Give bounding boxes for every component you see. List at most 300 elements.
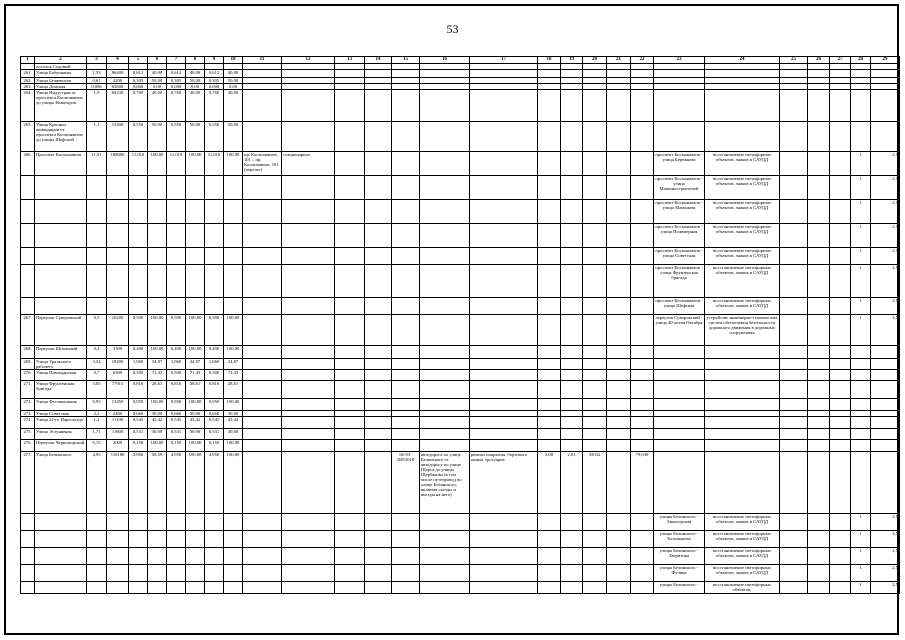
table-cell — [243, 224, 282, 248]
table-cell: восстановление светофорных объектов, — [705, 582, 780, 594]
table-cell — [631, 399, 654, 411]
table-cell — [129, 200, 148, 224]
table-cell: 2,5 — [871, 176, 900, 200]
table-cell: 1 — [851, 565, 871, 582]
table-cell — [87, 224, 107, 248]
table-cell — [561, 122, 583, 152]
table-cell — [205, 298, 224, 315]
table-cell: 2,5 — [871, 514, 900, 531]
table-cell — [335, 565, 365, 582]
table-cell — [205, 582, 224, 594]
table-cell — [780, 200, 808, 224]
table-cell — [470, 359, 538, 370]
table-cell — [335, 440, 365, 452]
table-cell: 11,010 — [167, 152, 186, 176]
table-cell — [21, 582, 35, 594]
table-cell — [365, 531, 392, 548]
table-cell: 35032 — [583, 452, 607, 514]
table-cell — [851, 417, 871, 429]
table-cell — [21, 248, 35, 265]
table-cell — [243, 248, 282, 265]
table-cell — [808, 565, 830, 582]
table-cell — [365, 381, 392, 399]
table-cell — [607, 452, 631, 514]
table-cell — [607, 346, 631, 359]
table-cell — [420, 514, 470, 531]
table-cell: 264. — [21, 90, 35, 122]
table-cell — [420, 548, 470, 565]
table-cell — [871, 399, 900, 411]
table-cell — [21, 514, 35, 531]
table-cell — [470, 440, 538, 452]
table-cell — [470, 70, 538, 78]
table-cell — [851, 452, 871, 514]
table-cell — [470, 248, 538, 265]
table-cell — [780, 224, 808, 248]
table-cell — [830, 265, 851, 298]
table-cell — [607, 429, 631, 440]
table-cell — [243, 200, 282, 224]
table-cell — [607, 122, 631, 152]
table-cell — [705, 70, 780, 78]
table-cell: 0,400 — [205, 346, 224, 359]
table-cell — [830, 452, 851, 514]
table-cell — [583, 200, 607, 224]
table-cell — [282, 346, 335, 359]
header-cell: 18 — [538, 57, 561, 64]
table-cell: 71,43 — [224, 370, 243, 381]
table-cell: 4,95 — [87, 452, 107, 514]
table-cell: 71,43 — [148, 370, 167, 381]
table-cell — [282, 70, 335, 78]
table-cell: 0,305 — [129, 78, 148, 84]
table-cell — [538, 440, 561, 452]
table-cell — [35, 514, 87, 531]
table-cell — [780, 565, 808, 582]
table-cell — [780, 315, 808, 346]
table-cell — [607, 90, 631, 122]
table-cell — [654, 440, 705, 452]
table-cell: стационарное — [282, 152, 335, 176]
table-cell: 4200 — [107, 78, 129, 84]
table-cell — [470, 122, 538, 152]
table-cell — [780, 548, 808, 565]
table-cell — [392, 224, 420, 248]
table-cell — [282, 514, 335, 531]
table-cell — [808, 70, 830, 78]
table-cell — [282, 248, 335, 265]
table-cell: 1,53 — [87, 70, 107, 78]
table-cell — [365, 298, 392, 315]
table-cell — [282, 370, 335, 381]
table-cell: 1 — [851, 582, 871, 594]
table-cell — [129, 565, 148, 582]
table-cell — [87, 565, 107, 582]
table-cell — [631, 346, 654, 359]
table-cell: 4,950 — [205, 452, 224, 514]
table-cell — [35, 200, 87, 224]
table-cell — [851, 399, 871, 411]
table-cell — [243, 452, 282, 514]
table-cell — [561, 346, 583, 359]
table-cell — [392, 531, 420, 548]
table-cell — [808, 265, 830, 298]
header-row — [21, 57, 900, 64]
table-cell — [583, 565, 607, 582]
table-cell — [420, 399, 470, 411]
table-cell — [583, 152, 607, 176]
table-cell — [392, 429, 420, 440]
table-cell — [282, 417, 335, 429]
table-cell — [107, 514, 129, 531]
table-cell — [654, 90, 705, 122]
table-cell: 34,87 — [148, 359, 167, 370]
table-cell: 30,00 — [186, 411, 205, 417]
table-cell — [243, 582, 282, 594]
table-cell — [871, 417, 900, 429]
table-cell — [148, 248, 167, 265]
table-cell — [830, 298, 851, 315]
table-cell — [420, 122, 470, 152]
table-cell — [830, 152, 851, 176]
table-cell — [224, 176, 243, 200]
table-cell — [243, 370, 282, 381]
table-cell — [470, 381, 538, 399]
table-cell — [851, 381, 871, 399]
header-cell: 10 — [224, 57, 243, 64]
table-cell — [830, 582, 851, 594]
table-cell — [107, 248, 129, 265]
table-cell: проспект Космонавтов - улица Бережкова — [654, 152, 705, 176]
table-cell — [365, 429, 392, 440]
table-cell: 2,5 — [871, 200, 900, 224]
table-cell — [282, 224, 335, 248]
table-cell — [205, 265, 224, 298]
page-number: 53 — [446, 22, 459, 36]
table-cell — [365, 582, 392, 594]
table-cell — [282, 582, 335, 594]
table-cell — [335, 248, 365, 265]
table-cell — [561, 514, 583, 531]
table-cell — [243, 298, 282, 315]
table-cell: 1 — [851, 265, 871, 298]
table-cell — [224, 200, 243, 224]
table-cell: 0,305 — [167, 78, 186, 84]
table-cell — [148, 200, 167, 224]
table-cell — [365, 399, 392, 411]
table-row — [21, 440, 900, 452]
table-cell — [470, 417, 538, 429]
table-cell — [583, 224, 607, 248]
table-cell — [631, 315, 654, 346]
table-cell — [607, 417, 631, 429]
table-cell — [830, 248, 851, 265]
table-cell: 2,5 — [871, 298, 900, 315]
table-cell — [243, 399, 282, 411]
table-cell — [420, 298, 470, 315]
table-cell — [335, 531, 365, 548]
table-cell — [538, 359, 561, 370]
table-cell — [583, 548, 607, 565]
table-cell — [392, 248, 420, 265]
table-cell — [654, 370, 705, 381]
table-cell — [420, 417, 470, 429]
table-cell — [167, 548, 186, 565]
table-cell — [167, 298, 186, 315]
table-cell — [282, 200, 335, 224]
table-cell: 1 — [851, 531, 871, 548]
table-cell: 30,00 — [224, 411, 243, 417]
table-cell — [167, 531, 186, 548]
table-cell: улицы Белинского - Фучика — [654, 565, 705, 582]
table-cell — [87, 298, 107, 315]
table-cell — [470, 200, 538, 224]
table-cell: 1 — [851, 548, 871, 565]
table-cell — [808, 90, 830, 122]
table-cell — [607, 265, 631, 298]
table-cell: 2,5 — [871, 531, 900, 548]
table-row — [21, 399, 900, 411]
table-cell — [830, 565, 851, 582]
table-cell — [830, 122, 851, 152]
table-row — [21, 176, 900, 200]
header-cell: 24 — [705, 57, 780, 64]
table-cell — [830, 90, 851, 122]
table-cell — [808, 452, 830, 514]
table-cell: проспект Космонавтов - улица Мамонова — [654, 200, 705, 224]
table-cell — [607, 565, 631, 582]
table-cell — [538, 548, 561, 565]
header-cell: 11 — [243, 57, 282, 64]
table-cell: 0,816 — [129, 381, 148, 399]
table-cell — [420, 440, 470, 452]
table-cell — [830, 548, 851, 565]
table-cell — [224, 548, 243, 565]
table-cell — [561, 298, 583, 315]
table-cell — [561, 429, 583, 440]
header-cell: 4 — [107, 57, 129, 64]
table-cell: 11800 — [107, 429, 129, 440]
table-cell — [335, 152, 365, 176]
table-cell — [631, 224, 654, 248]
table-cell: поселок Садовый — [35, 64, 87, 70]
table-cell — [148, 582, 167, 594]
table-cell — [607, 440, 631, 452]
table-cell: переулок Суворовский - улица 40-летия Октября — [654, 315, 705, 346]
table-cell — [335, 90, 365, 122]
table-cell: Переулок Суворовский — [35, 315, 87, 346]
table-row — [21, 224, 900, 248]
table-cell — [129, 548, 148, 565]
table-cell — [392, 298, 420, 315]
table-cell — [654, 381, 705, 399]
table-cell — [420, 429, 470, 440]
header-cell: 19 — [561, 57, 583, 64]
table-cell: 28,61 — [148, 381, 167, 399]
table-row — [21, 381, 900, 399]
table-cell — [705, 440, 780, 452]
table-cell — [420, 381, 470, 399]
table-cell — [780, 346, 808, 359]
table-cell — [631, 359, 654, 370]
table-cell: восстановление светофорных объектов, знаков и САУДД — [705, 248, 780, 265]
table-cell — [282, 452, 335, 514]
table-cell — [538, 152, 561, 176]
table-cell: 0,612 — [205, 70, 224, 78]
table-cell — [808, 548, 830, 565]
table-cell — [35, 531, 87, 548]
table-cell — [631, 565, 654, 582]
table-cell: 266. — [21, 152, 35, 176]
table-cell — [243, 265, 282, 298]
table-cell — [224, 514, 243, 531]
table-cell — [780, 70, 808, 78]
table-cell — [129, 531, 148, 548]
table-cell — [851, 122, 871, 152]
table-cell — [538, 90, 561, 122]
table-cell: 2,5 — [871, 565, 900, 582]
table-row — [21, 70, 900, 78]
table-cell — [830, 176, 851, 200]
table-cell — [808, 417, 830, 429]
table-row — [21, 582, 900, 594]
table-cell — [780, 514, 808, 531]
table-cell — [35, 265, 87, 298]
table-cell: 0,950 — [129, 399, 148, 411]
table-cell — [282, 440, 335, 452]
table-cell: 265. — [21, 122, 35, 152]
table-cell — [780, 122, 808, 152]
table-cell — [583, 122, 607, 152]
table-cell: восстановление светофорных объектов, знаков и САУДД — [705, 224, 780, 248]
table-cell — [205, 514, 224, 531]
table-cell — [561, 417, 583, 429]
table-cell — [631, 429, 654, 440]
table-cell — [631, 298, 654, 315]
table-cell: 0,500 — [205, 370, 224, 381]
table-cell — [470, 224, 538, 248]
table-cell — [470, 514, 538, 531]
table-cell — [87, 582, 107, 594]
table-cell: 1,060 — [129, 359, 148, 370]
table-cell — [561, 248, 583, 265]
table-row — [21, 417, 900, 429]
table-cell: 0,305 — [205, 78, 224, 84]
table-cell: 0,500 — [167, 370, 186, 381]
table-cell: 45,42 — [186, 417, 205, 429]
table-cell — [705, 429, 780, 440]
table-cell: 269. — [21, 359, 35, 370]
table-cell — [224, 531, 243, 548]
table-row — [21, 452, 900, 514]
table-cell — [243, 565, 282, 582]
table-cell — [538, 370, 561, 381]
table-cell — [282, 381, 335, 399]
table-cell: 1,060 — [167, 359, 186, 370]
table-cell: 0,760 — [205, 90, 224, 122]
table-cell — [808, 399, 830, 411]
table-cell: 50,00 — [148, 122, 167, 152]
table-cell — [607, 399, 631, 411]
table-cell — [808, 531, 830, 548]
table-cell — [561, 224, 583, 248]
table-row — [21, 265, 900, 298]
table-row — [21, 90, 900, 122]
header-cell: 22 — [631, 57, 654, 64]
table-cell: проспект Космонавтов - улица Полимерная — [654, 224, 705, 248]
table-cell — [420, 176, 470, 200]
table-cell — [631, 248, 654, 265]
table-cell: улицы Белинского - Авиаторская — [654, 514, 705, 531]
table-cell — [561, 70, 583, 78]
table-cell — [631, 200, 654, 224]
table-cell: 79,039 — [631, 452, 654, 514]
table-cell — [561, 381, 583, 399]
table-cell: 84230 — [107, 90, 129, 122]
table-cell — [21, 548, 35, 565]
table-cell — [335, 176, 365, 200]
table-cell — [365, 152, 392, 176]
table-cell — [780, 381, 808, 399]
table-cell — [808, 440, 830, 452]
table-cell: 1 — [851, 200, 871, 224]
table-cell: проспект Космонавтов - улица Фрунзенская бригада — [654, 265, 705, 298]
table-cell — [243, 90, 282, 122]
table-cell: 10200 — [107, 315, 129, 346]
table-cell: 0,816 — [167, 381, 186, 399]
table-cell — [808, 315, 830, 346]
table-cell — [470, 346, 538, 359]
table-cell — [205, 531, 224, 548]
table-cell — [392, 359, 420, 370]
table-cell — [538, 399, 561, 411]
table-cell — [148, 565, 167, 582]
table-cell — [780, 248, 808, 265]
table-cell — [780, 359, 808, 370]
table-cell — [583, 359, 607, 370]
table-cell — [583, 90, 607, 122]
table-cell — [365, 90, 392, 122]
table-cell: 0,61 — [87, 78, 107, 84]
table-cell: 116180 — [107, 452, 129, 514]
table-cell: 40,00 — [186, 70, 205, 78]
table-cell: 0,550 — [129, 122, 148, 152]
table-cell — [851, 346, 871, 359]
table-cell — [392, 565, 420, 582]
table-cell: 0,150 — [129, 440, 148, 452]
table-cell — [583, 399, 607, 411]
table-cell: Улица 22-го Партсъезда — [35, 417, 87, 429]
table-cell — [282, 90, 335, 122]
table-cell: улицы Белинского - — [654, 582, 705, 594]
table-cell — [129, 514, 148, 531]
table-cell: 0,531 — [205, 429, 224, 440]
table-cell — [21, 531, 35, 548]
table-cell — [243, 417, 282, 429]
table-cell — [607, 548, 631, 565]
table-cell — [420, 152, 470, 176]
table-cell: 63600 — [107, 84, 129, 90]
table-cell — [392, 514, 420, 531]
table-cell: 2,5 — [871, 265, 900, 298]
table-cell — [583, 370, 607, 381]
table-cell — [335, 359, 365, 370]
table-cell — [335, 548, 365, 565]
table-cell — [871, 381, 900, 399]
table-cell: восстановление светофорных объектов, знаков и САУДД — [705, 565, 780, 582]
table-cell — [871, 429, 900, 440]
table-cell — [654, 429, 705, 440]
